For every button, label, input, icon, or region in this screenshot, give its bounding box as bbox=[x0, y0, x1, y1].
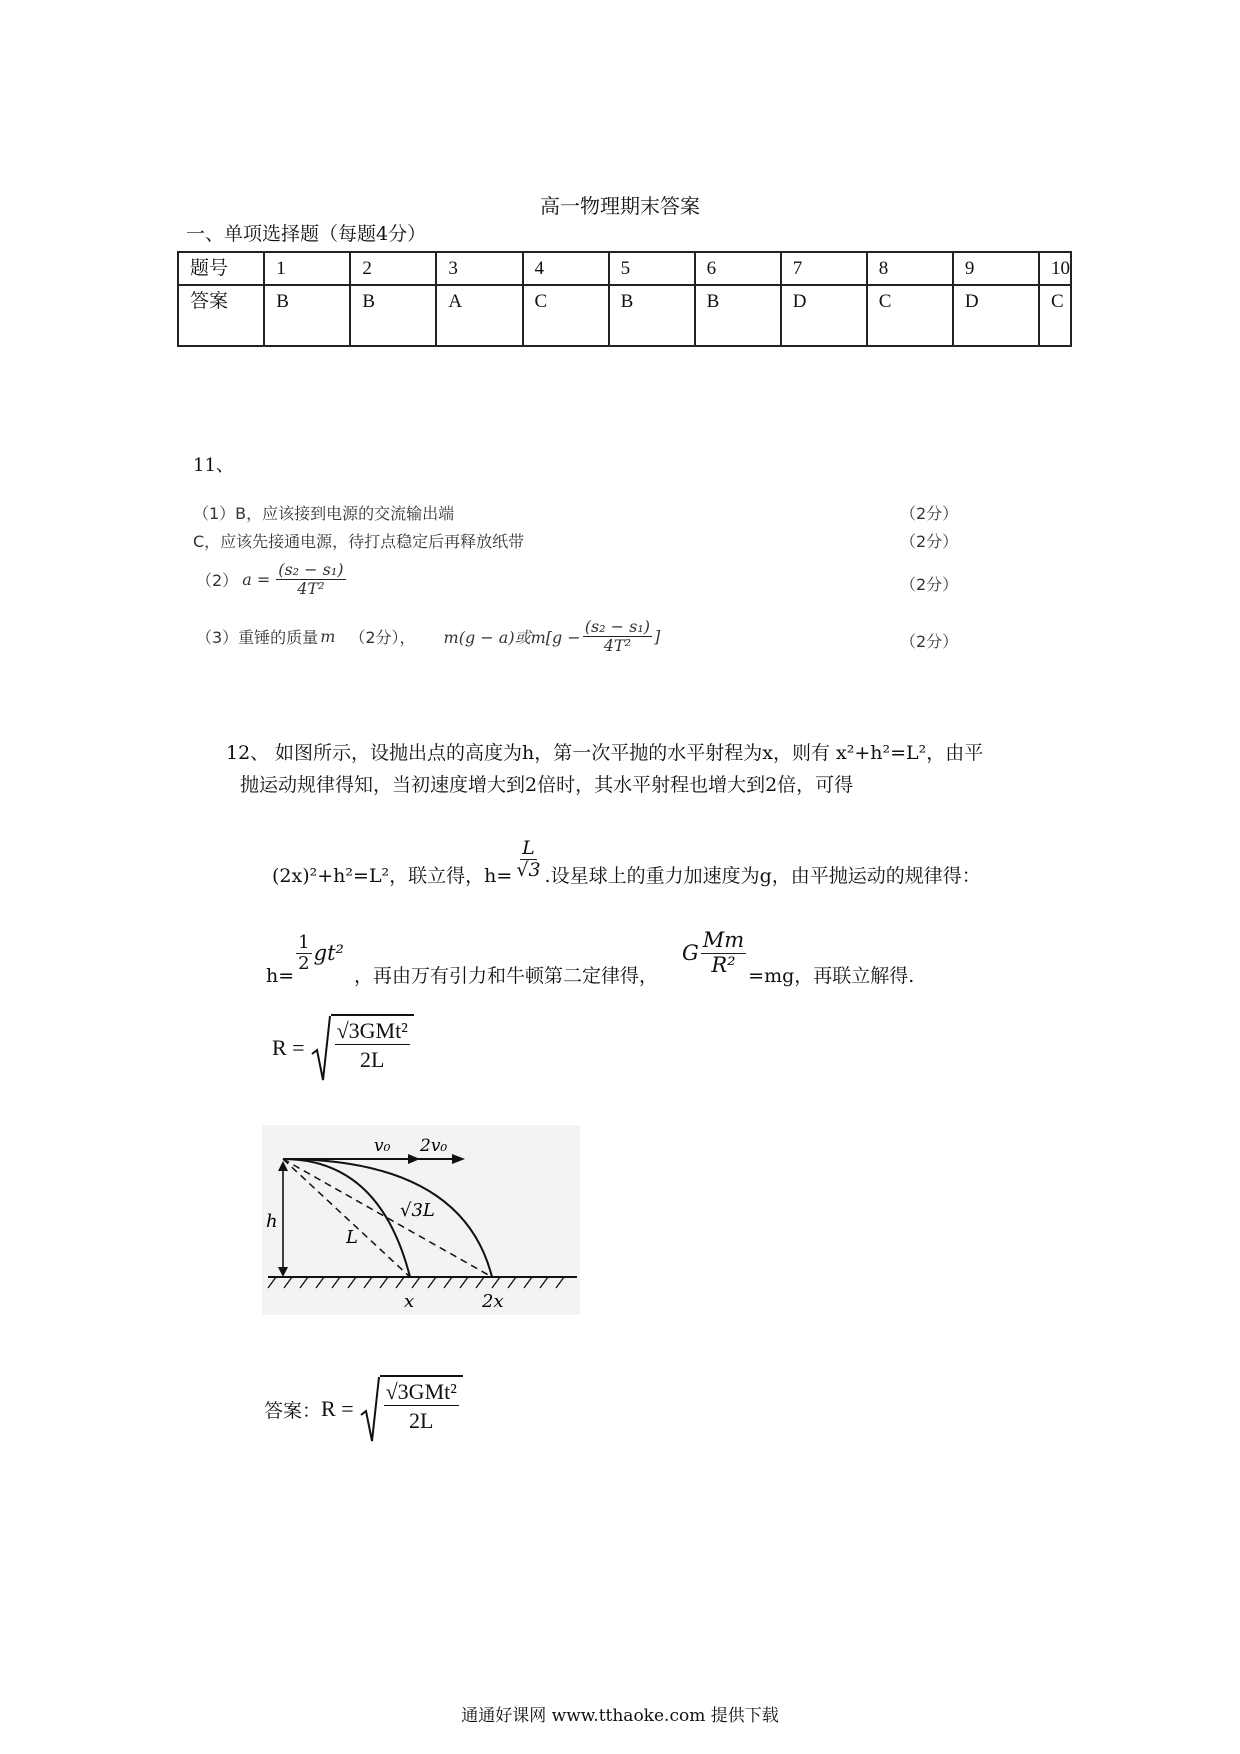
q12-result-formula bbox=[272, 1014, 414, 1082]
table-cell-answer: D bbox=[781, 285, 867, 346]
table-cell-number: 3 bbox=[436, 252, 522, 285]
q11-line4-fraction bbox=[583, 618, 652, 654]
q12-gravity-fraction bbox=[701, 929, 746, 976]
q12-paragraph-line2: 抛运动规律得知，当初速度增大到2倍时，其水平射程也增大到2倍，可得 bbox=[240, 774, 854, 796]
projectile-diagram bbox=[262, 1125, 580, 1315]
label-v0: v₀ bbox=[374, 1136, 391, 1156]
q12-p4a: h= bbox=[266, 965, 295, 987]
q12-half-numerator: 1 bbox=[298, 931, 310, 953]
table-cell-number: 5 bbox=[609, 252, 695, 285]
radical-sign-icon bbox=[311, 1014, 331, 1082]
table-cell-number: 2 bbox=[350, 252, 436, 285]
q12-answer-sqrt bbox=[360, 1375, 463, 1443]
table-cell-number: 9 bbox=[953, 252, 1039, 285]
q12-p3b: .设星球上的重力加速度为g，由平抛运动的规律得： bbox=[544, 865, 981, 887]
table-cell-answer: B bbox=[264, 285, 350, 346]
q11-line4-denominator: 4T² bbox=[603, 635, 631, 655]
table-cell-answer: C bbox=[867, 285, 953, 346]
q12-p3a: (2x)²+h²=L²，联立得，h= bbox=[272, 865, 513, 887]
label-x: x bbox=[404, 1291, 415, 1312]
table-cell-number: 8 bbox=[867, 252, 953, 285]
q12-h-denominator: √3 bbox=[516, 858, 541, 881]
q12-R-sqrt bbox=[311, 1014, 414, 1082]
label-h: h bbox=[266, 1211, 278, 1232]
q12-gravity-numerator: Mm bbox=[702, 928, 745, 953]
q11-line3-numerator: (s₂ − s₁) bbox=[278, 560, 344, 579]
label-2x: 2x bbox=[482, 1291, 504, 1312]
q12-R-radicand bbox=[331, 1014, 414, 1082]
table-cell-answer: C bbox=[1039, 285, 1071, 346]
q11-line1: （1）B，应该接到电源的交流输出端 bbox=[193, 504, 455, 523]
q12-answer-numerator: √3GMt² bbox=[385, 1379, 457, 1404]
table-answer-label: 答案 bbox=[178, 285, 264, 346]
q11-line4-text: （3）重锤的质量 bbox=[196, 627, 319, 647]
table-cell-answer: D bbox=[953, 285, 1039, 346]
radical-sign-icon bbox=[360, 1375, 380, 1443]
q12-answer-label: 答案： bbox=[264, 1399, 322, 1422]
q11-line3-denominator: 4T² bbox=[297, 578, 325, 598]
table-cell-answer: B bbox=[695, 285, 781, 346]
q11-line3-lhs: a = bbox=[242, 569, 271, 589]
q12-answer-R-lhs: R = bbox=[321, 1396, 354, 1421]
answer-table bbox=[177, 251, 1072, 347]
q11-line4 bbox=[196, 618, 660, 654]
label-L: L bbox=[346, 1227, 358, 1248]
table-header-label: 题号 bbox=[178, 252, 264, 285]
q11-line3 bbox=[196, 561, 348, 597]
q12-p4b: ，再由万有引力和牛顿第二定律得， bbox=[353, 965, 658, 987]
q12-R-denominator: 2L bbox=[359, 1047, 385, 1072]
q12-h-fraction bbox=[514, 838, 542, 881]
q12-p1b: x²+h²=L²，由平 bbox=[836, 742, 984, 764]
q12-paragraph-line1 bbox=[275, 739, 983, 767]
q12-p4c: =mg，再联立解得. bbox=[748, 965, 915, 987]
q11-number: 11、 bbox=[193, 455, 234, 476]
q11-line2: C，应该先接通电源，待打点稳定后再释放纸带 bbox=[193, 532, 525, 551]
q11-line3-prefix: （2） bbox=[196, 570, 239, 590]
table-row-answers bbox=[178, 285, 1071, 346]
q11-line4-numerator: (s₂ − s₁) bbox=[584, 617, 651, 636]
q12-half-fraction bbox=[296, 933, 311, 974]
q11-score-4: （2分） bbox=[900, 632, 959, 651]
page-title: 高一物理期末答案 bbox=[540, 194, 700, 218]
q12-answer bbox=[264, 1375, 463, 1443]
label-2v0: 2v₀ bbox=[420, 1136, 448, 1156]
label-sqrt3L: √3L bbox=[400, 1200, 435, 1221]
q12-paragraph-line3 bbox=[272, 812, 981, 890]
q12-gt2: gt² bbox=[313, 941, 344, 965]
table-cell-number: 10 bbox=[1039, 252, 1071, 285]
q11-score-2: （2分） bbox=[900, 532, 959, 551]
q11-line4-m: m bbox=[320, 626, 336, 646]
q12-gravity-denominator: R² bbox=[711, 952, 736, 977]
footer-text: 通通好课网 www.tthaoke.com 提供下载 bbox=[461, 1706, 779, 1726]
q12-R-numerator: √3GMt² bbox=[336, 1018, 408, 1043]
table-cell-number: 6 bbox=[695, 252, 781, 285]
table-cell-answer: C bbox=[523, 285, 609, 346]
q11-line4-score: （2分）， bbox=[349, 627, 416, 647]
q12-p1: 如图所示，设抛出点的高度为h，第一次平抛的水平射程为x，则有 bbox=[275, 742, 830, 764]
table-cell-answer: B bbox=[350, 285, 436, 346]
q12-paragraph-line4 bbox=[266, 916, 914, 990]
table-cell-number: 1 bbox=[264, 252, 350, 285]
q11-line4-expr: m(g − a)或m[g − bbox=[443, 627, 581, 647]
q12-G: G bbox=[681, 941, 699, 965]
q11-line4-end: ] bbox=[654, 626, 661, 646]
table-cell-answer: A bbox=[436, 285, 522, 346]
table-cell-number: 4 bbox=[523, 252, 609, 285]
q12-h-numerator: L bbox=[522, 836, 535, 859]
q12-number: 12、 bbox=[226, 742, 270, 764]
q11-score-3: （2分） bbox=[900, 575, 959, 594]
q12-half-denominator: 2 bbox=[298, 952, 310, 974]
q11-line3-fraction bbox=[276, 561, 345, 597]
q11-score-1: （2分） bbox=[900, 504, 959, 523]
q12-answer-radicand bbox=[380, 1375, 463, 1443]
table-cell-answer: B bbox=[609, 285, 695, 346]
section-heading-single-choice: 一、单项选择题（每题4分） bbox=[186, 223, 427, 245]
table-row-numbers bbox=[178, 252, 1071, 285]
table-cell-number: 7 bbox=[781, 252, 867, 285]
q12-R-lhs: R = bbox=[272, 1035, 305, 1060]
q12-answer-denominator: 2L bbox=[409, 1408, 434, 1433]
